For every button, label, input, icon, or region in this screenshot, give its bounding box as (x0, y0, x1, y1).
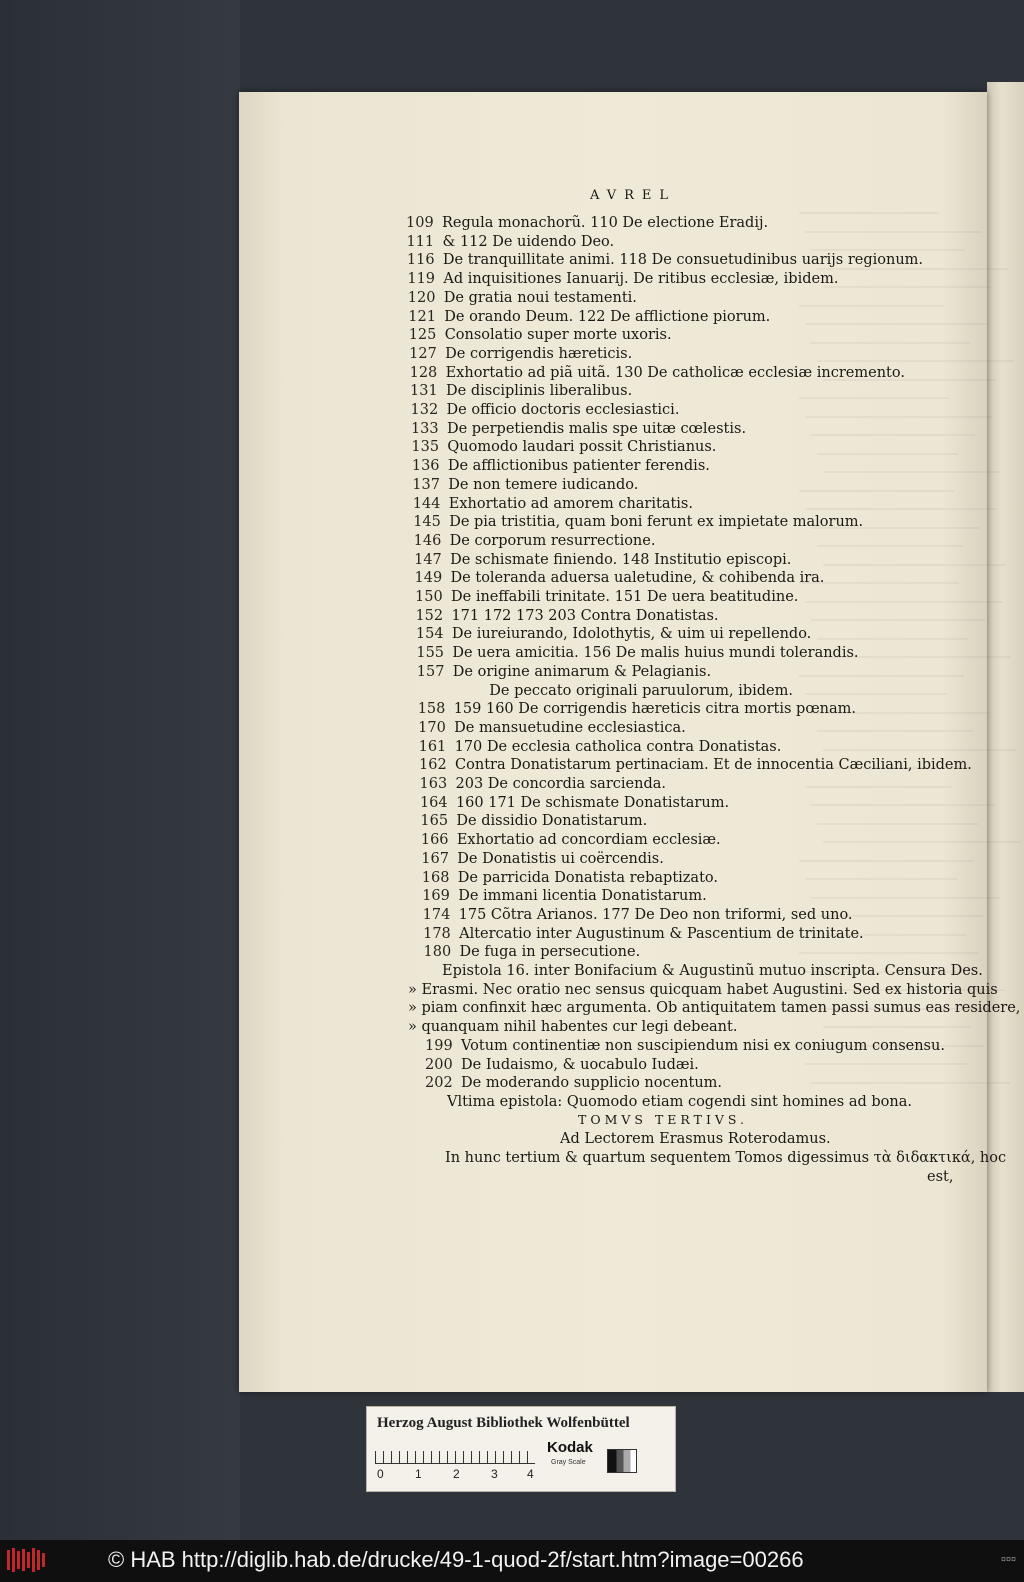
toc-entry (453, 682, 793, 700)
ultima-epistola (447, 1093, 912, 1111)
entry-number: 155 (416, 645, 445, 662)
toc-entry (415, 569, 825, 587)
entry-number: 146 (413, 532, 442, 549)
library-color-card (366, 1406, 676, 1492)
toc-entry (420, 812, 647, 830)
entry-title: » quanquam nihil habentes cur legi debeant. (408, 1019, 738, 1036)
entry-number: 150 (415, 589, 443, 605)
entry-number: 169 (422, 888, 450, 905)
entry-number: 165 (420, 813, 449, 830)
entry-title: De iureiurando, Idolothytis, & uim ui repellendo. (451, 626, 812, 643)
entry-title: » piam confinxit hæc argumenta. Ob antiquitatem tamen passi sumus eas residere, (408, 1000, 1021, 1017)
entry-title: Ad inquisitiones Ianuarij. De ritibus ecclesiæ, ibidem. (443, 271, 839, 288)
entry-title: De dissidio Donatistarum. (456, 813, 648, 830)
entry-title: Exhortatio ad concordiam ecclesiæ. (456, 832, 721, 849)
toc-entry (419, 738, 782, 756)
toc-entry (414, 551, 791, 569)
entry-title: 160 171 De schismate Donatistarum. (455, 794, 730, 811)
entry-number: 127 (409, 345, 437, 362)
toc-entry (417, 663, 711, 681)
entry-number: 145 (413, 514, 441, 531)
scanner-background (0, 0, 240, 1540)
entry-title: Votum continentiæ non suscipiendum nisi ex coniugum consensu. (461, 1037, 945, 1054)
entry-title: De moderando supplicio nocentum. (461, 1075, 723, 1092)
entry-title: De Iudaismo, & uocabulo Iudæi. (461, 1056, 699, 1073)
entry-title: 159 160 De corrigendis hæreticis citra mortis pœnam. (453, 701, 857, 718)
footer-bar (0, 1540, 1024, 1582)
toc-entry (423, 925, 864, 943)
entry-number: 163 (419, 776, 448, 792)
toc-entry (418, 719, 686, 737)
toc-entry (424, 943, 641, 961)
toc-entry (422, 869, 718, 887)
toc-entry (413, 513, 863, 531)
entry-title: Consolatio super morte uxoris. (444, 327, 672, 344)
entry-number: 178 (423, 925, 451, 942)
toc-entry (410, 364, 905, 382)
entry-number: 161 (418, 738, 447, 755)
toc-entry (420, 775, 666, 793)
entry-number: 170 (418, 719, 446, 736)
entry-number: 166 (420, 832, 449, 849)
toc-entry (413, 495, 693, 513)
toc-entry (422, 887, 707, 905)
library-name: Herzog August Bibliothek Wolfenbüttel (377, 1415, 630, 1431)
entry-title: est, (927, 1168, 954, 1185)
ruler-label: 3 (491, 1467, 498, 1481)
entry-number: 162 (419, 757, 447, 774)
toc-entry (425, 1037, 945, 1055)
toc-entry (418, 700, 856, 718)
entry-number: 116 (406, 252, 435, 269)
preface-text (927, 1168, 953, 1186)
entry-number: 200 (425, 1056, 453, 1073)
entry-title: De corrigendis hæreticis. (445, 345, 633, 362)
entry-title: De peccato originali paruulorum, ibidem. (489, 682, 793, 699)
entry-title: De disciplinis liberalibus. (446, 383, 633, 400)
toc-entry (411, 438, 716, 456)
entry-title: De toleranda aduersa ualetudine, & cohibenda ira. (450, 570, 825, 587)
toc-entry (421, 831, 721, 849)
hab-logo-icon (6, 1547, 46, 1573)
entry-number: 154 (415, 626, 444, 643)
entry-title: & 112 De uidendo Deo. (442, 233, 615, 250)
entry-title: De gratia noui testamenti. (443, 289, 637, 306)
entry-number: 168 (421, 869, 450, 886)
entry-title: De perpetiendis malis spe uitæ cœlestis. (446, 420, 747, 437)
ruler-label: 4 (527, 1467, 534, 1481)
entry-title: De orando Deum. 122 De afflictione piorum. (444, 308, 771, 325)
entry-title: Exhortatio ad amorem charitatis. (448, 495, 693, 512)
entry-title: De non temere iudicando. (448, 476, 639, 493)
toc-entry (423, 906, 853, 924)
toc-entry (414, 532, 656, 550)
entry-number: 111 (406, 233, 435, 250)
entry-number: 180 (423, 944, 452, 961)
entry-number: 137 (412, 476, 440, 493)
toc-entry (425, 1074, 722, 1092)
running-header: AVREL (590, 188, 677, 203)
entry-number: 121 (408, 308, 436, 325)
toc-entry (409, 345, 632, 363)
entry-number: 164 (419, 794, 448, 811)
toc-entry (412, 476, 638, 494)
entry-title: De tranquillitate animi. 118 De consuetudinibus uarijs regionum. (442, 252, 924, 269)
entry-title: De mansuetudine ecclesiastica. (454, 719, 686, 736)
entry-title: De uera amicitia. 156 De malis huius mundi tolerandis. (452, 645, 859, 662)
entry-title: De origine animarum & Pelagianis. (452, 663, 712, 680)
entry-title: Quomodo laudari possit Christianus. (447, 439, 717, 456)
section-heading: TOMVS TERTIVS. (578, 1111, 748, 1127)
preface-heading (560, 1130, 831, 1148)
toc-entry (425, 1056, 699, 1074)
ruler-label: 1 (415, 1467, 422, 1481)
entry-title: Contra Donatistarum pertinaciam. Et de innocentia Cæciliani, ibidem. (455, 757, 972, 774)
entry-title: Regula monachorũ. 110 De electione Eradij. (442, 215, 769, 231)
toc-entry (419, 756, 972, 774)
entry-number: 167 (421, 850, 449, 867)
censura-line (408, 1018, 737, 1036)
entry-number: 120 (407, 289, 436, 306)
entry-number: 144 (412, 495, 441, 512)
entry-title: De ineffabili trinitate. 151 De uera beatitudine. (451, 589, 799, 605)
entry-title: De afflictionibus patienter ferendis. (447, 458, 710, 475)
entry-title: Vltima epistola: Quomodo etiam cogendi sint homines ad bona. (447, 1093, 912, 1110)
toc-entry (407, 251, 923, 269)
entry-title: De schismate finiendo. 148 Institutio episcopi. (450, 551, 792, 568)
toc-entry (421, 850, 664, 868)
entry-number: 157 (416, 663, 445, 680)
toc-entry (416, 644, 858, 662)
scale-ruler (375, 1443, 535, 1464)
kodak-logo: Kodak (547, 1439, 593, 1456)
censura-line (408, 981, 998, 999)
entry-title: 171 172 173 203 Contra Donatistas. (451, 607, 719, 624)
toc-entry (411, 401, 680, 419)
entry-title: De fuga in persecutione. (459, 944, 641, 961)
entry-number: 158 (417, 701, 446, 718)
entry-number: 132 (410, 402, 439, 418)
entry-number: 136 (411, 458, 440, 475)
entry-title: De corporum resurrectione. (449, 532, 656, 549)
entry-number: 152 (415, 607, 444, 624)
toc-entry (415, 607, 718, 625)
preface-text (445, 1149, 1006, 1167)
entry-title: De immani licentia Donatistarum. (458, 888, 707, 905)
toc-entry (406, 214, 768, 232)
entry-title: Epistola 16. inter Bonifacium & Augustinũ mutuo inscripta. Censura Des. (442, 963, 983, 979)
toc-entry (408, 308, 770, 326)
toc-entry (411, 420, 746, 438)
toc-entry (410, 382, 632, 400)
entry-number: 128 (409, 364, 438, 381)
toc-entry (420, 794, 729, 812)
entry-number: 149 (414, 570, 443, 587)
ruler-label: 2 (453, 1467, 460, 1481)
entry-title: 170 De ecclesia catholica contra Donatistas. (454, 738, 782, 755)
entry-number: 202 (425, 1075, 453, 1092)
entry-number: 131 (410, 383, 438, 400)
gray-scale-patch (607, 1449, 637, 1473)
toc-entry (412, 457, 710, 475)
entry-title: Exhortatio ad piã uitã. 130 De catholicæ ecclesiæ incremento. (445, 364, 905, 381)
toc-entry (406, 233, 614, 251)
next-page-edge (987, 82, 1024, 1392)
entry-number: 119 (407, 271, 436, 288)
entry-number: 109 (406, 215, 434, 231)
entry-title: De officio doctoris ecclesiastici. (446, 402, 680, 418)
entry-number: 133 (410, 420, 439, 437)
entry-number: 199 (425, 1037, 453, 1054)
censura-line (408, 999, 1020, 1017)
censura-line (442, 962, 983, 980)
entry-title: » Erasmi. Nec oratio nec sensus quicquam habet Augustini. Sed ex historia quis (408, 981, 998, 998)
entry-number: 174 (422, 906, 451, 923)
entry-number: 125 (408, 327, 437, 344)
entry-title: De pia tristitia, quam boni ferunt ex impietate malorum. (449, 514, 864, 531)
kodak-subtitle: Gray Scale (551, 1459, 586, 1466)
toc-entry (407, 270, 838, 288)
entry-title: Altercatio inter Augustinum & Pascentium de trinitate. (459, 925, 864, 942)
entry-title: 175 Cõtra Arianos. 177 De Deo non triformi, sed uno. (458, 906, 853, 923)
entry-number: 147 (414, 551, 442, 568)
entry-title: In hunc tertium & quartum sequentem Tomos digessimus τὰ διδακτικά, hoc (445, 1150, 1007, 1166)
entry-number: 135 (411, 439, 440, 456)
toc-entry (408, 289, 637, 307)
copyright-url[interactable]: © HAB http://diglib.hab.de/drucke/49-1-quod-2f/start.htm?image=00266 (108, 1547, 804, 1572)
toc-entry (415, 588, 798, 606)
footer-marker: ¤¤¤ (1000, 1554, 1016, 1564)
entry-title: De parricida Donatista rebaptizato. (457, 869, 718, 886)
toc-entry (409, 326, 672, 344)
toc-entry (416, 625, 811, 643)
entry-title: 203 De concordia sarcienda. (455, 776, 666, 792)
entry-title: Ad Lectorem Erasmus Roterodamus. (560, 1131, 831, 1148)
ruler-label: 0 (377, 1467, 384, 1481)
entry-title: De Donatistis ui coërcendis. (457, 850, 664, 867)
